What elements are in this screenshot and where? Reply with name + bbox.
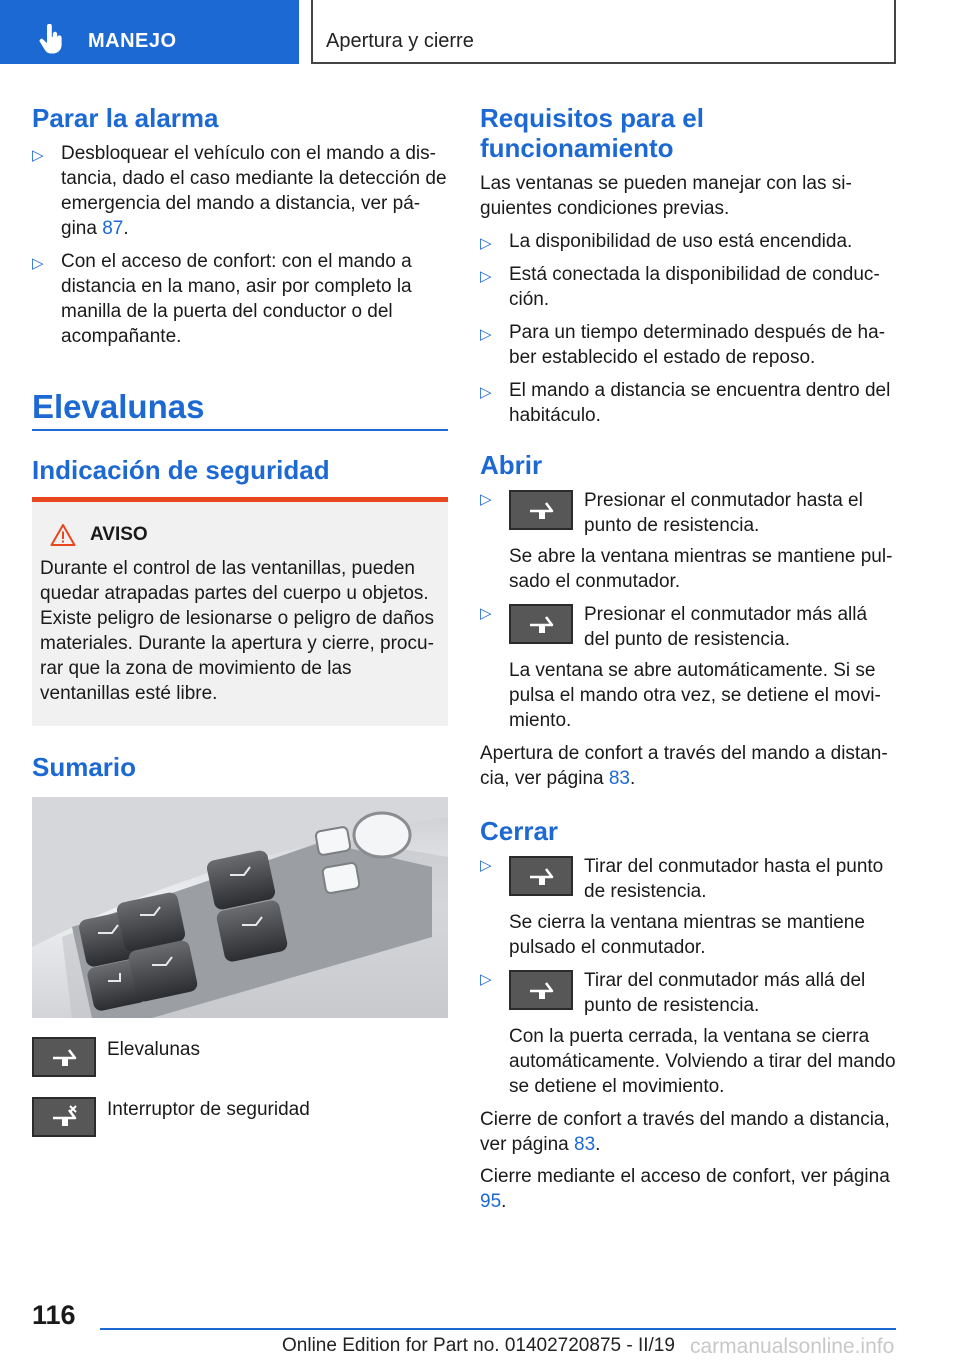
warning-text: Durante el control de las ventanillas, pueden quedar atrapadas partes del cuerpo u objetos. Existe peligro de lesionarse o peligro de daños materiales. Durante la apertura y cierre, procurar que la zona de movimiento de las ventanillas esté libre. xyxy=(40,558,434,704)
bullet-triangle-icon: ▷ xyxy=(480,268,492,285)
title-box xyxy=(311,0,896,64)
action-text: Presionar el conmutador más allá del punto de resistencia. xyxy=(584,604,868,650)
section-label: MANEJO xyxy=(88,30,177,52)
result-text: Se cierra la ventana mientras se mantiene pulsado el conmutador. xyxy=(509,912,865,958)
edition-text: Online Edition for Part no. 01402720875 - II/19 xyxy=(282,1335,675,1356)
bullet-triangle-icon: ▷ xyxy=(480,326,492,343)
safety-heading: Indicación de seguridad xyxy=(32,455,330,485)
list-item xyxy=(32,141,448,241)
paragraph-text: Apertura de confort a través del mando a distancia, ver página xyxy=(480,743,888,789)
paragraph-tail: . xyxy=(501,1191,507,1212)
window-switch-icon xyxy=(509,490,573,530)
legend-label: Interruptor de seguridad xyxy=(107,1099,310,1120)
summary-heading: Sumario xyxy=(32,752,137,782)
bullet-triangle-icon: ▷ xyxy=(32,147,44,164)
paragraph-text: Cierre mediante el acceso de confort, ver página xyxy=(480,1166,890,1187)
hand-icon xyxy=(38,24,66,54)
watermark: carmanualsonline.info xyxy=(690,1335,895,1358)
footer-rule xyxy=(100,1328,896,1330)
bullet-triangle-icon: ▷ xyxy=(480,235,492,252)
warning-triangle-icon xyxy=(50,523,76,547)
legend-label: Elevalunas xyxy=(107,1039,200,1060)
page-number: 116 xyxy=(32,1300,76,1330)
alarm-section xyxy=(32,103,448,349)
open-comfort-text xyxy=(480,741,896,791)
heading-rule xyxy=(32,429,448,431)
open-heading: Abrir xyxy=(480,450,543,480)
requirements-list xyxy=(480,229,896,428)
close-access-text xyxy=(480,1164,896,1214)
legend-row xyxy=(32,1097,310,1142)
bullet-triangle-icon: ▷ xyxy=(480,605,492,622)
paragraph-tail: . xyxy=(595,1134,601,1155)
list-item-tail: . xyxy=(123,218,129,239)
alarm-heading: Parar la alarma xyxy=(32,103,219,133)
action-text: Presionar el conmutador hasta el punto de resistencia. xyxy=(584,490,863,536)
list-item-text: El mando a distancia se encuentra dentro del habitáculo. xyxy=(509,380,891,426)
door-panel-image xyxy=(32,797,448,1018)
page-ref-link[interactable]: 83 xyxy=(608,768,630,789)
warning-header xyxy=(50,522,440,548)
list-item-text: La disponibilidad de uso está encendida. xyxy=(509,231,853,252)
page-ref-link[interactable]: 95 xyxy=(480,1191,502,1212)
bullet-triangle-icon: ▷ xyxy=(480,384,492,401)
window-switch-photo xyxy=(32,797,448,1018)
window-switch-icon xyxy=(509,856,573,896)
legend-row xyxy=(32,1037,200,1082)
bullet-triangle-icon: ▷ xyxy=(480,491,492,508)
list-item xyxy=(480,378,896,428)
window-switch-icon xyxy=(509,970,573,1010)
close-heading: Cerrar xyxy=(480,816,559,846)
list-item-text: Con el acceso de confort: con el mando a distancia en la mano, asir por completo la manilla de la puerta del conductor o del acompañante. xyxy=(61,251,412,347)
requirements-heading-line2: funcionamiento xyxy=(480,133,674,163)
close-comfort-text xyxy=(480,1107,896,1157)
warning-title: AVISO xyxy=(90,524,148,545)
list-item xyxy=(480,320,896,370)
requirements-intro: Las ventanas se pueden manejar con las siguientes condiciones previas. xyxy=(480,173,852,219)
result-text: Se abre la ventana mientras se mantiene pulsado el conmutador. xyxy=(509,546,893,592)
alarm-list xyxy=(32,141,448,349)
bullet-triangle-icon: ▷ xyxy=(480,857,492,874)
result-text: La ventana se abre automáticamente. Si se pulsa el mando otra vez, se detiene el movimiento. xyxy=(509,660,881,731)
page-ref-link[interactable]: 83 xyxy=(574,1134,596,1155)
title-divider xyxy=(311,0,313,64)
page-title: Apertura y cierre xyxy=(326,30,474,52)
list-item-text: Está conectada la disponibilidad de conducción. xyxy=(509,264,880,310)
action-text: Tirar del conmutador hasta el punto de resistencia. xyxy=(584,856,884,902)
window-switch-icon xyxy=(32,1037,96,1077)
warning-box xyxy=(32,497,448,726)
section-tab[interactable] xyxy=(0,0,299,64)
page-header xyxy=(0,0,960,66)
list-item-text: Desbloquear el vehículo con el mando a distancia, dado el caso mediante la detección de emergencia del mando a distancia, ver página xyxy=(61,143,447,239)
list-item xyxy=(480,262,896,312)
bullet-triangle-icon: ▷ xyxy=(32,255,44,272)
action-text: Tirar del conmutador más allá del punto de resistencia. xyxy=(584,970,866,1016)
requirements-heading-line1: Requisitos para el xyxy=(480,103,704,133)
result-text: Con la puerta cerrada, la ventana se cierra automáticamente. Volviendo a tirar del mando se detiene el movimiento. xyxy=(509,1026,896,1097)
paragraph-tail: . xyxy=(630,768,636,789)
list-item xyxy=(480,229,896,254)
safety-switch-icon xyxy=(32,1097,96,1137)
bullet-triangle-icon: ▷ xyxy=(480,971,492,988)
paragraph-text: Cierre de confort a través del mando a distancia, ver página xyxy=(480,1109,890,1155)
window-switch-icon xyxy=(509,604,573,644)
requirements-section xyxy=(480,103,896,428)
list-item-text: Para un tiempo determinado después de haber establecido el estado de reposo. xyxy=(509,322,886,368)
elevalunas-heading: Elevalunas xyxy=(32,388,205,425)
list-item xyxy=(32,249,448,349)
page-ref-link[interactable]: 87 xyxy=(102,218,124,239)
